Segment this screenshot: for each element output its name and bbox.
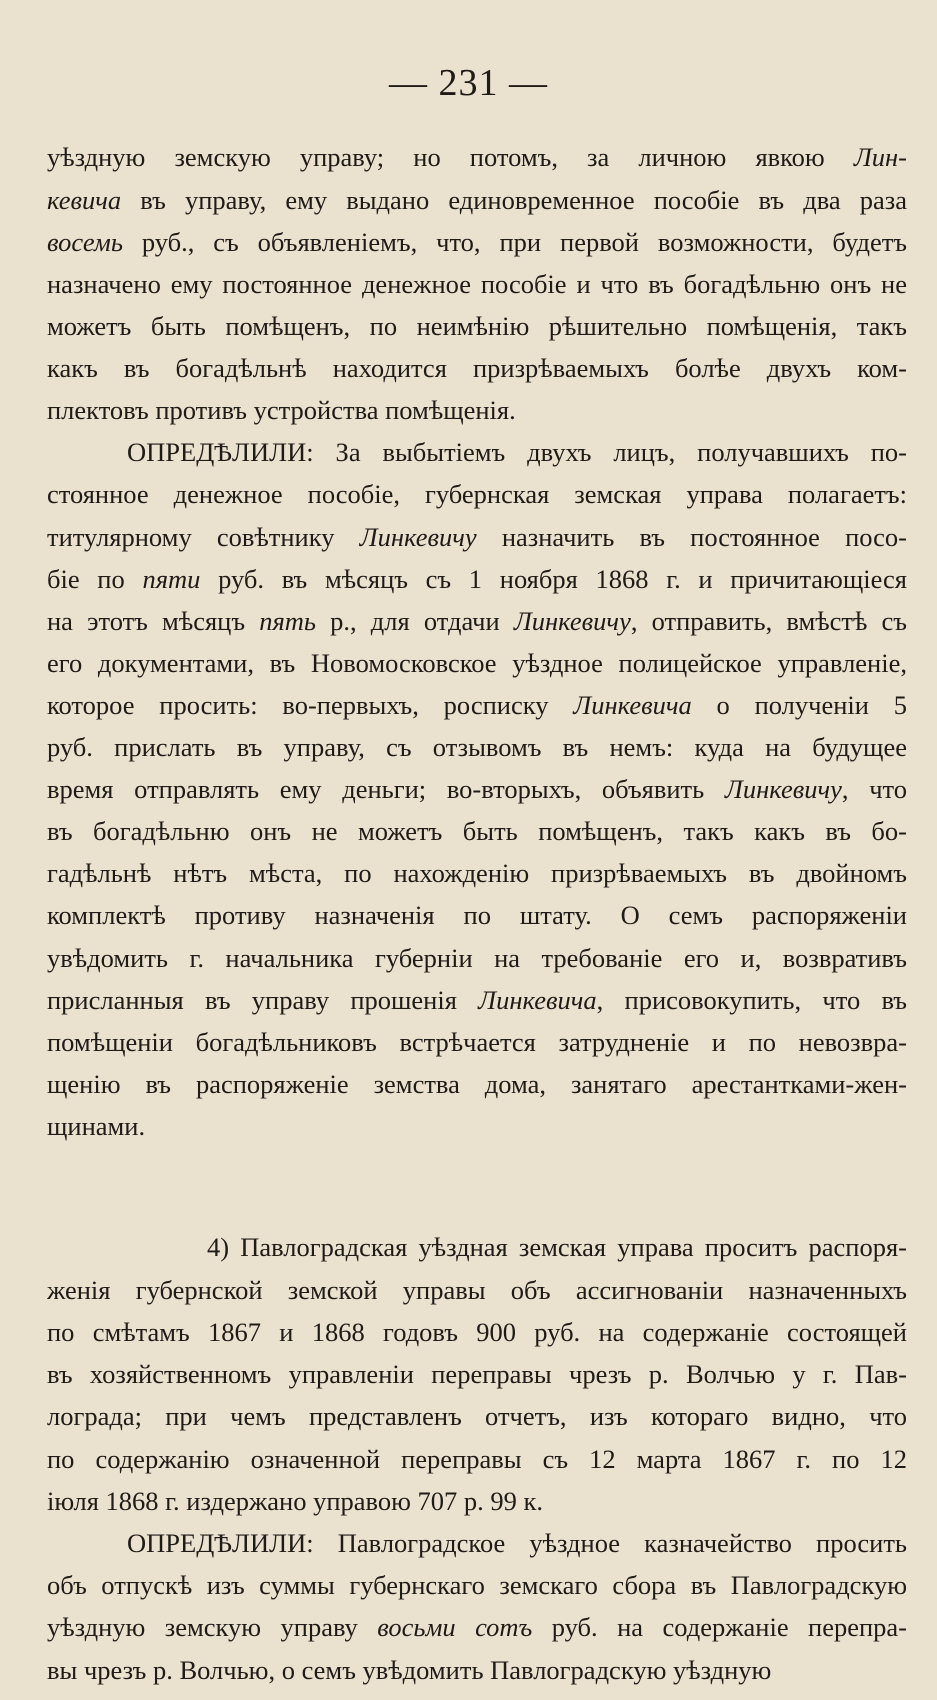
text-segment: о полученіи 5 <box>691 690 907 720</box>
text-line <box>207 1227 907 1267</box>
text-segment: уѣздную земскую управу; но потомъ, за личною явкою <box>47 142 854 172</box>
text-line <box>47 348 907 388</box>
text-segment: по смѣтамъ 1867 и 1868 годовъ 900 руб. на содержаніе состоящей <box>47 1317 907 1347</box>
text-line <box>47 853 907 893</box>
text-segment: по содержанію означенной переправы съ 12 марта 1867 г. по 12 <box>47 1444 907 1474</box>
text-segment: назначено ему постоянное денежное пособіе и что въ богадѣльню онъ не <box>47 269 907 299</box>
text-segment: назначить въ постоянное посо- <box>476 522 907 552</box>
text-line <box>47 811 907 851</box>
text-line <box>47 180 907 220</box>
text-segment: ОПРЕДѢЛИЛИ: За выбытіемъ двухъ лицъ, получавшихъ по- <box>127 437 907 467</box>
text-line <box>47 137 907 177</box>
italic-text: Линкевича <box>573 690 692 720</box>
text-line <box>47 1106 907 1146</box>
text-segment: комплектѣ противу назначенія по штату. О семъ распоряженіи <box>47 900 907 930</box>
italic-text: Линкевичу <box>359 522 477 552</box>
text-line <box>47 601 907 641</box>
text-segment: стоянное денежное пособіе, губернская земская управа полагаетъ: <box>47 479 907 509</box>
text-segment: руб. въ мѣсяцъ съ 1 ноября 1868 г. и причитающіеся <box>200 564 907 594</box>
text-line <box>47 264 907 304</box>
text-line <box>47 474 907 514</box>
text-line <box>47 1650 907 1690</box>
text-line <box>47 1064 907 1104</box>
text-segment: время отправлять ему деньги; во-вторыхъ, объявить <box>47 774 725 804</box>
italic-text: Линкевичу <box>513 606 631 636</box>
text-segment: присланныя въ управу прошенія <box>47 985 479 1015</box>
text-segment: которое просить: во-первыхъ, росписку <box>47 690 574 720</box>
page-number: — 231 — <box>389 62 548 104</box>
text-segment: его документами, въ Новомосковское уѣздное полицейское управленіе, <box>47 648 907 678</box>
italic-text: пяти <box>142 564 201 594</box>
italic-text: восемь <box>47 227 123 257</box>
text-line <box>127 432 907 472</box>
italic-text: восьми сотъ <box>377 1612 533 1642</box>
text-line <box>47 222 907 262</box>
text-segment: , отправить, вмѣстѣ съ <box>630 606 907 636</box>
text-line <box>47 1481 907 1521</box>
text-segment: руб., съ объявленіемъ, что, при первой возможности, будетъ <box>122 227 907 257</box>
italic-text: кевича <box>47 185 122 215</box>
text-segment: какъ въ богадѣльнѣ находится призрѣваемыхъ болѣе двухъ ком- <box>47 353 907 383</box>
italic-text: пять <box>259 606 316 636</box>
text-line <box>47 895 907 935</box>
text-line <box>47 938 907 978</box>
text-segment: въ управу, ему выдано единовременное пособіе въ два раза <box>121 185 907 215</box>
text-segment: щенію въ распоряженіе земства дома, занятаго арестантками-жен- <box>47 1069 907 1099</box>
text-line <box>47 643 907 683</box>
text-segment: женія губернской земской управы объ ассигнованіи назначенныхъ <box>47 1275 907 1305</box>
text-line <box>47 1022 907 1062</box>
text-line <box>47 1396 907 1436</box>
text-segment: біе по <box>47 564 143 594</box>
text-segment: лограда; при чемъ представленъ отчетъ, изъ котораго видно, что <box>47 1401 907 1431</box>
text-segment: въ богадѣльню онъ не можетъ быть помѣщенъ, такъ какъ въ бо- <box>47 816 907 846</box>
text-line <box>47 1565 907 1605</box>
text-line <box>47 980 907 1020</box>
text-line <box>47 390 907 430</box>
text-segment: вы чрезъ р. Волчью, о семъ увѣдомить Павлоградскую уѣздную <box>47 1655 772 1685</box>
text-segment: плектовъ противъ устройства помѣщенія. <box>47 395 516 425</box>
text-line <box>47 1607 907 1647</box>
text-line <box>47 769 907 809</box>
text-segment: уѣздную земскую управу <box>47 1612 378 1642</box>
text-segment: на этотъ мѣсяцъ <box>47 606 260 636</box>
text-line <box>47 685 907 725</box>
text-segment: руб. на содержаніе перепра- <box>532 1612 907 1642</box>
text-segment: помѣщеніи богадѣльниковъ встрѣчается затрудненіе и по невозвра- <box>47 1027 907 1057</box>
text-line <box>127 1523 907 1563</box>
text-segment: 4) Павлоградская уѣздная земская управа проситъ распоря- <box>207 1232 907 1262</box>
text-segment: можетъ быть помѣщенъ, по неимѣнію рѣшительно помѣщенія, такъ <box>47 311 907 341</box>
text-segment: , присовокупить, что въ <box>596 985 907 1015</box>
text-segment: объ отпускѣ изъ суммы губернскаго земскаго сбора въ Павлоградскую <box>47 1570 907 1600</box>
text-line <box>47 1312 907 1352</box>
text-line <box>47 559 907 599</box>
text-segment: , что <box>841 774 907 804</box>
italic-text: Линкевичу <box>724 774 842 804</box>
text-line <box>47 1270 907 1310</box>
italic-text: Линкевича <box>478 985 597 1015</box>
text-segment: гадѣльнѣ нѣтъ мѣста, по нахожденію призрѣваемыхъ въ двойномъ <box>47 858 907 888</box>
text-segment: іюля 1868 г. издержано управою 707 р. 99 к. <box>47 1486 544 1516</box>
text-segment: титулярному совѣтнику <box>47 522 360 552</box>
text-segment: увѣдомить г. начальника губерніи на требованіе его и, возвративъ <box>47 943 907 973</box>
text-segment: руб. прислать въ управу, съ отзывомъ въ немъ: куда на будущее <box>47 732 907 762</box>
text-line <box>47 517 907 557</box>
text-line <box>47 1354 907 1394</box>
text-line <box>47 727 907 767</box>
text-segment: ОПРЕДѢЛИЛИ: Павлоградское уѣздное казначейство просить <box>127 1528 907 1558</box>
text-segment: въ хозяйственномъ управленіи переправы чрезъ р. Волчью у г. Пав- <box>47 1359 907 1389</box>
text-segment: р., для отдачи <box>315 606 514 636</box>
text-segment: щинами. <box>47 1111 146 1141</box>
italic-text: Лин- <box>853 142 907 172</box>
text-line <box>47 306 907 346</box>
text-line <box>47 1439 907 1479</box>
